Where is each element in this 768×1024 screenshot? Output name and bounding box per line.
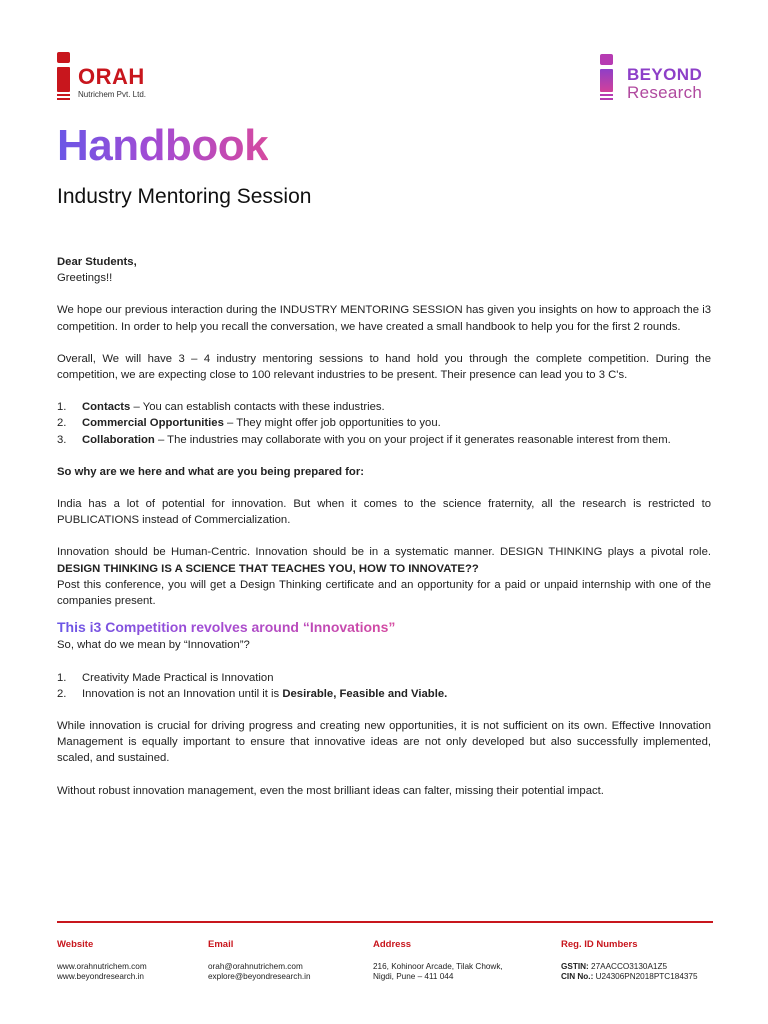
list-number: 3. xyxy=(57,433,67,446)
footer xyxy=(57,939,713,999)
list-item xyxy=(57,686,711,702)
design-thinking-paragraph xyxy=(57,544,711,576)
website-link[interactable]: www.orahnutrichem.com xyxy=(57,962,147,971)
beyond-logo-mark-icon xyxy=(600,54,613,102)
orah-logo-mark-icon xyxy=(57,52,70,100)
innovation-question: So, what do we mean by “Innovation”? xyxy=(57,639,250,652)
list-number: 1. xyxy=(57,401,67,414)
list-item xyxy=(57,399,711,415)
closing-paragraph: Without robust innovation management, even the most brilliant ideas can falter, missing their potential impact. xyxy=(57,784,604,797)
list-number: 2. xyxy=(57,687,67,700)
list-description: – You can establish contacts with these industries. xyxy=(130,401,385,414)
cin-line xyxy=(561,972,698,982)
three-cs-list xyxy=(57,399,711,448)
orah-logo-name: ORAH xyxy=(78,64,145,89)
cin-label: CIN No.: xyxy=(561,972,594,982)
salutation: Dear Students, xyxy=(57,256,137,268)
orah-logo xyxy=(57,52,146,100)
list-description: – They might offer job opportunities to you. xyxy=(223,417,441,430)
intro-paragraph: We hope our previous interaction during the INDUSTRY MENTORING SESSION has given you insights on how to approach the i3 competition. In order to help you recall the conversation, we have created a small handbook to help you for the first 2 rounds. xyxy=(57,304,711,333)
footer-address-label: Address xyxy=(373,939,412,950)
address-line: 216, Kohinoor Arcade, Tilak Chowk, xyxy=(373,962,503,971)
beyond-research-logo xyxy=(600,54,702,102)
list-term: Contacts xyxy=(82,401,131,414)
innovation-section-heading: This i3 Competition revolves around “Innovations” xyxy=(57,619,396,636)
letter-body xyxy=(57,254,711,799)
overview-paragraph: Overall, We will have 3 – 4 industry mentoring sessions to hand hold you through the complete competition. During the competition, we are expecting close to 100 relevant industries to be present. Their presence can lead you to 3 C's. xyxy=(57,352,711,382)
footer-website-label: Website xyxy=(57,939,94,950)
potential-paragraph: India has a lot of potential for innovation. But when it comes to the science fraternity, all the research is restricted to PUBLICATIONS instead of Commercialization. xyxy=(57,498,711,527)
footer-address xyxy=(373,939,503,982)
footer-website xyxy=(57,939,147,982)
email-link[interactable]: explore@beyondresearch.in xyxy=(208,972,311,982)
footer-email xyxy=(208,939,311,982)
why-heading: So why are we here and what are you being prepared for: xyxy=(57,465,364,478)
innovation-list xyxy=(57,670,711,702)
certificate-paragraph: Post this conference, you will get a Design Thinking certificate and an opportunity for a paid or unpaid internship with one of the companies present. xyxy=(57,578,711,608)
innovation-management-paragraph: While innovation is crucial for driving progress and creating new opportunities, it is not sufficient on its own. Effective Innovation Management is equally important to ensure that innovative ideas are not only developed but also successfully implemented, scaled, and sustained. xyxy=(57,720,711,765)
cin-value: U24306PN2018PTC184375 xyxy=(593,972,698,982)
gstin-label: GSTIN: xyxy=(561,962,589,971)
list-term: Commercial Opportunities xyxy=(82,417,224,430)
beyond-logo-line2: Research xyxy=(627,83,703,102)
page-title: Handbook xyxy=(57,121,269,170)
website-link[interactable]: www.beyondresearch.in xyxy=(57,972,144,982)
list-text: Creativity Made Practical is Innovation xyxy=(82,671,274,684)
orah-logo-subtitle: Nutrichem Pvt. Ltd. xyxy=(78,90,147,99)
greeting: Greetings!! xyxy=(57,272,113,285)
beyond-logo-line1: BEYOND xyxy=(627,65,703,84)
list-text: Innovation is not an Innovation until it is xyxy=(82,687,283,700)
footer-registration xyxy=(561,939,698,982)
list-emphasis: Desirable, Feasible and Viable. xyxy=(282,687,448,700)
footer-divider xyxy=(57,921,713,923)
list-item xyxy=(57,415,711,431)
list-number: 2. xyxy=(57,417,67,430)
list-item xyxy=(57,670,711,686)
footer-email-label: Email xyxy=(208,939,234,950)
gstin-line xyxy=(561,962,698,972)
list-item xyxy=(57,432,711,448)
email-link[interactable]: orah@orahnutrichem.com xyxy=(208,962,303,971)
design-thinking-text: Innovation should be Human-Centric. Innovation should be in a systematic manner. DESIGN THINKING plays a pivotal role. xyxy=(57,546,711,559)
gstin-value: 27AACCO3130A1Z5 xyxy=(588,962,668,971)
footer-reg-label: Reg. ID Numbers xyxy=(561,939,638,950)
list-term: Collaboration xyxy=(82,433,155,446)
page-subtitle: Industry Mentoring Session xyxy=(57,185,312,208)
address-line: Nigdi, Pune – 411 044 xyxy=(373,972,454,982)
list-number: 1. xyxy=(57,671,67,684)
list-description: – The industries may collaborate with you on your project if it generates reasonable interest from them. xyxy=(154,433,671,446)
design-thinking-emphasis: DESIGN THINKING IS A SCIENCE THAT TEACHES YOU, HOW TO INNOVATE?? xyxy=(57,562,479,575)
